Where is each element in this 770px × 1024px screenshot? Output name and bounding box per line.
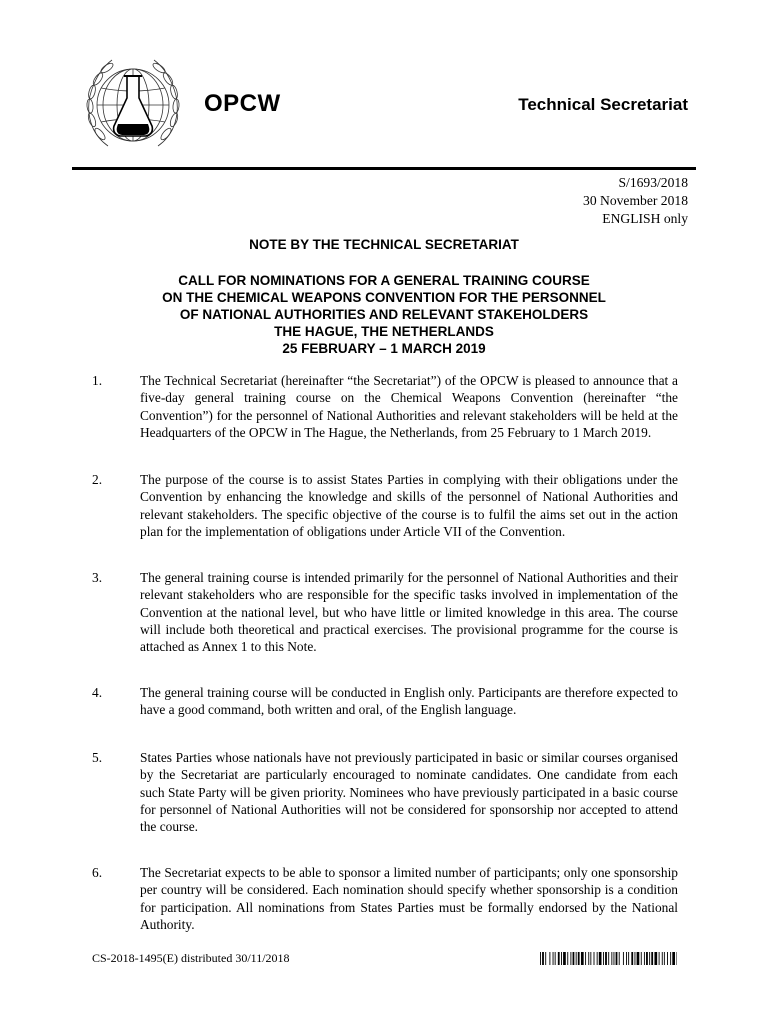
document-date: 30 November 2018 xyxy=(583,193,688,208)
paragraph-5 xyxy=(92,749,678,835)
subject-line: THE HAGUE, THE NETHERLANDS xyxy=(274,324,494,339)
barcode-bar xyxy=(635,952,636,965)
subject-line: ON THE CHEMICAL WEAPONS CONVENTION FOR THE PERSONNEL xyxy=(162,290,606,305)
barcode-bar xyxy=(542,952,544,965)
department-name: Technical Secretariat xyxy=(518,95,688,114)
distribution-note: CS-2018-1495(E) distributed 30/11/2018 xyxy=(92,951,290,965)
paragraph-number: 4. xyxy=(92,685,103,700)
barcode-bar xyxy=(603,952,604,965)
barcode-bar xyxy=(605,952,607,965)
barcode-bar xyxy=(616,952,618,965)
paragraph-text: The Secretariat expects to be able to sponsor a limited number of participants; only one sponsorship per country will be considered. Each nomination should specify whether sponsorship is a condition for participation. All nominations from States Parties must be formally endorsed by the National Authority. xyxy=(140,865,678,932)
barcode-bar xyxy=(549,952,550,965)
paragraph-4 xyxy=(92,684,678,719)
barcode-bar xyxy=(608,952,609,965)
barcode-bar xyxy=(641,952,642,965)
barcode-bar xyxy=(555,952,556,965)
barcode-bar xyxy=(540,952,541,965)
paragraph-2 xyxy=(92,471,678,540)
barcode-bar xyxy=(576,952,577,965)
barcode-bar xyxy=(619,952,620,965)
barcode xyxy=(540,952,677,965)
barcode-bar xyxy=(651,952,653,965)
barcode-bar xyxy=(659,952,660,965)
subject-line: 25 FEBRUARY – 1 MARCH 2019 xyxy=(282,341,486,356)
barcode-bar xyxy=(611,952,612,965)
barcode-bar xyxy=(654,952,657,965)
barcode-bar xyxy=(637,952,640,965)
document-symbol: S/1693/2018 xyxy=(618,175,688,190)
barcode-bar xyxy=(628,952,629,965)
barcode-bar xyxy=(677,952,678,965)
barcode-bar xyxy=(594,952,595,965)
barcode-bar xyxy=(573,952,575,965)
paragraph-text: The Technical Secretariat (hereinafter “the Secretariat”) of the OPCW is pleased to announce that a five-day general training course on the Chemical Weapons Convention (hereinafter “the Convention”) for the personnel of National Authorities and relevant stakeholders will be held at the Headquarters of the OPCW in The Hague, the Netherlands, from 25 February to 1 March 2019. xyxy=(140,373,678,440)
paragraph-text: The general training course is intended primarily for the personnel of National Authorities and their relevant stakeholders who are responsible for the specific tasks involved in implementation of the Convention at the national level, but who have little or limited knowledge in this area. The course will include both theoretical and practical exercises. The provisional programme for the course is attached as Annex 1 to this Note. xyxy=(140,570,678,655)
barcode-bar xyxy=(646,952,648,965)
document-meta xyxy=(583,174,688,228)
barcode-bar xyxy=(626,952,627,965)
barcode-bar xyxy=(664,952,665,965)
barcode-bar xyxy=(570,952,571,965)
barcode-bar xyxy=(545,952,546,965)
paragraph-number: 6. xyxy=(92,865,103,880)
barcode-bar xyxy=(588,952,589,965)
paragraph-6 xyxy=(92,864,678,933)
paragraph-3 xyxy=(92,569,678,655)
barcode-bar xyxy=(597,952,598,965)
header-divider xyxy=(72,167,696,170)
barcode-bar xyxy=(585,952,586,965)
barcode-bar xyxy=(623,952,624,965)
paragraph-1 xyxy=(92,372,678,441)
subject-line: CALL FOR NOMINATIONS FOR A GENERAL TRAINING COURSE xyxy=(178,273,590,288)
paragraph-text: States Parties whose nationals have not previously participated in basic or similar courses organised by the Secretariat are particularly encouraged to nominate candidates. One candidate from each such State Party will be given priority. Nominees who have previously participated in a basic course for personnel of National Authorities will not be considered for sponsorship nor accepted to attend the course. xyxy=(140,750,678,835)
paragraph-number: 3. xyxy=(92,570,103,585)
barcode-bar xyxy=(563,952,566,965)
barcode-bar xyxy=(667,952,668,965)
barcode-bar xyxy=(599,952,602,965)
barcode-bar xyxy=(662,952,663,965)
document-language: ENGLISH only xyxy=(602,211,688,226)
subject-heading xyxy=(72,272,696,357)
barcode-bar xyxy=(561,952,562,965)
barcode-bar xyxy=(567,952,568,965)
subject-line: OF NATIONAL AUTHORITIES AND RELEVANT STAKEHOLDERS xyxy=(179,307,589,322)
barcode-bar xyxy=(631,952,633,965)
paragraph-number: 5. xyxy=(92,750,103,765)
note-title: NOTE BY THE TECHNICAL SECRETARIAT xyxy=(249,237,519,252)
barcode-bar xyxy=(558,952,560,965)
paragraph-number: 2. xyxy=(92,472,103,487)
barcode-bar xyxy=(581,952,584,965)
barcode-bar xyxy=(553,952,554,965)
barcode-bar xyxy=(590,952,591,965)
barcode-bar xyxy=(644,952,645,965)
barcode-bar xyxy=(614,952,615,965)
organization-name: OPCW xyxy=(204,90,281,117)
paragraph-text: The purpose of the course is to assist States Parties in complying with their obligations under the Convention by enhancing the knowledge and skills of the personnel of National Authorities and relevant stakeholders. The specific objective of the course is to fulfil the aims set out in the action plan for the implementation of obligations under Article VII of the Convention. xyxy=(140,472,678,539)
barcode-bar xyxy=(649,952,650,965)
opcw-emblem-logo xyxy=(78,50,188,160)
barcode-bar xyxy=(578,952,580,965)
barcode-bar xyxy=(670,952,671,965)
barcode-bar xyxy=(672,952,675,965)
paragraph-text: The general training course will be conducted in English only. Participants are therefore expected to have a good command, both written and oral, of the English language. xyxy=(140,685,678,718)
paragraph-number: 1. xyxy=(92,373,103,388)
